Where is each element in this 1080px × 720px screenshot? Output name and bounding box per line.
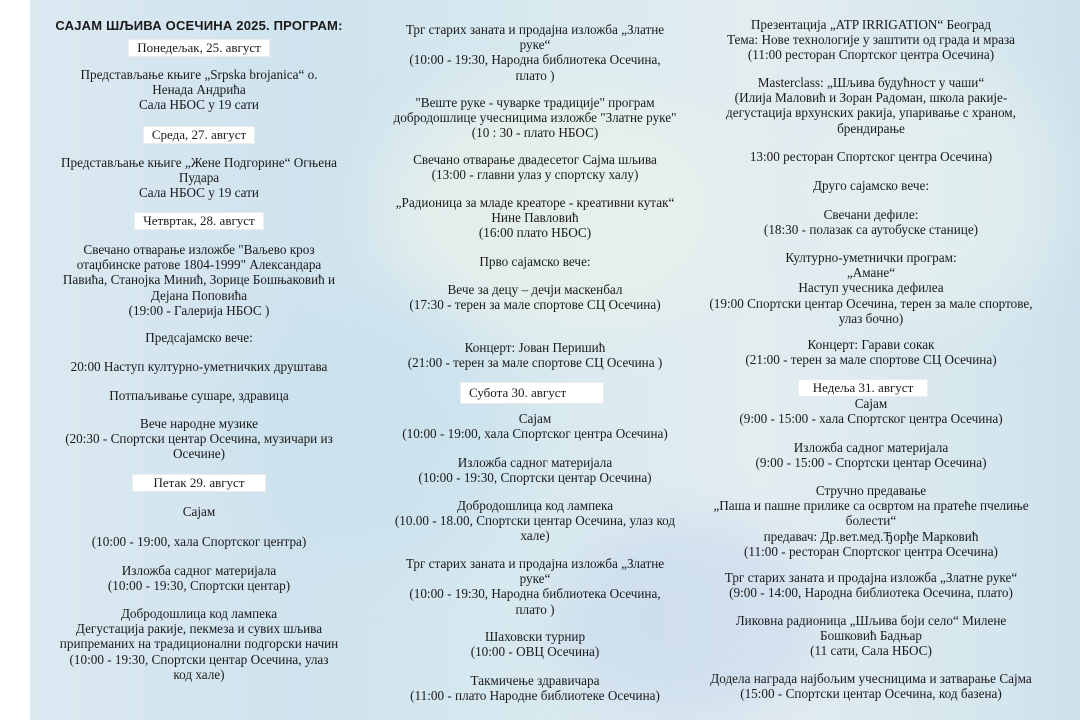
event-line: Павића, Станојка Минић, Зорице Бошњаковић и [62,272,336,288]
event-line: руке“ [519,37,551,53]
event-line: (15:00 - Спортски центар Осечина, код базена) [740,686,1002,702]
event-line: добродошлице учесницима изложбе "Златне руке" [393,110,677,126]
event-line: брендирање [837,120,905,136]
event-line: (16:00 плато НБОС) [478,225,592,241]
event-fair-opening [372,152,698,182]
event-line: Пудара [178,170,220,186]
event-line: Добродошлица код лампека [120,606,278,621]
event-seedling-exhibition [40,563,358,593]
event-line: Сала НБОС у 19 сати [138,185,259,201]
event-line: (10:00 - 19:00, хала Спортског центра Осечина) [402,426,668,442]
event-seedling-exhibition [372,455,698,485]
event-line: (10 : 30 - плато НБОС) [471,125,599,141]
event-fair [706,396,1036,426]
event-line: Представљање књиге „Жене Подгорине“ Огњена [60,155,337,170]
program-column-1 [40,0,358,720]
event-line: Сајам [182,504,216,519]
event-line: (10:00 - 19:00, хала Спортског центра) [91,534,307,549]
event-line: (21:00 - терен за мале спортове СЦ Осечина ) [407,355,663,371]
event-parade [706,207,1036,237]
event-line: (9:00 - 15:00 - Спортски центар Осечина) [755,455,987,471]
day-label-saturday-text: Субота 30. август [469,385,567,400]
event-line: Трг старих заната и продајна изложба „Златне [405,22,665,37]
event-line: Осечине) [172,446,226,462]
event-line: (11:00 - плато Народне библиотеке Осечина) [410,688,660,704]
day-label-sunday [798,379,928,397]
event-line: Masterclass: „Шљива будућност у чаши“ [757,75,985,90]
event-book-presentation-2 [40,155,358,201]
day-label-saturday [460,382,604,404]
event-line: код хале) [173,666,225,682]
event-line: (Илија Маловић и Зоран Радоман, школа ракије- [734,90,1008,106]
event-line: дегустација врхунских ракија, упаривање с храном, [726,105,1016,121]
event-kids-masquerade [372,282,698,312]
event-line: Стручно предавање [815,483,927,498]
event-line: (10:00 - 19:30, Спортски центар) [107,578,291,594]
event-line: (10:00 - 19:30, Спортски центар Осечина, улаз [69,651,329,667]
event-line: (11 сати, Сала НБОС) [810,643,932,659]
event-line: Изложба садног материјала [457,455,613,470]
event-line: Вече за децу – дечји маскенбал [447,282,623,297]
event-line: плато ) [515,601,555,617]
event-line: "Веште руке - чуваркe традиције" програм [415,95,655,110]
event-line: Изложба садног материјала [793,440,949,455]
event-crafts-square [706,570,1036,600]
event-line: Свечано отварање изложбе "Ваљево кроз [83,242,315,257]
section-heading: Прво сајамско вече: [479,254,591,269]
event-welcome-lampek [372,498,698,544]
event-line: Додела награда најбољим учесницима и затварање Сајма [710,671,1032,686]
event-crafts-square [372,556,698,617]
event-line: 13:00 ресторан Спортског центра Осечина) [749,149,993,164]
event-line: (13:00 - главни улаз у спортску халу) [431,167,639,183]
event-line: Представљање књиге „Srpska brojanica“ о. [80,67,318,82]
event-line: отаџбинске ратове 1804-1999" Александара [76,257,322,273]
event-line: Шаховски турнир [484,629,586,644]
event-line: Ликовна радионица „Шљива боји село“ Милене [735,613,1007,628]
event-line: Сајам [518,411,552,426]
event-line: „Амане“ [846,265,896,281]
event-line: (10:00 - ОВЦ Осечина) [470,644,600,660]
event-line: Дегустација ракије, пекмеза и сувих шљива [75,621,323,637]
event-fair [372,411,698,441]
event-folk-music [40,416,358,462]
event-line: (10:00 - 19:30, Народна библиотека Осечина, [409,586,661,602]
event-line: (21:00 - терен за мале спортове СЦ Осечина) [745,352,997,368]
day-label-sunday-text: Недеља 31. август [812,380,914,395]
day-label-thursday: Четвртак, 28. август [134,212,263,230]
event-line: руке“ [519,571,551,587]
event-line: „Радионица за младе креаторе - креативни кутак“ [395,195,675,210]
event-line: Ненада Андрића [152,82,246,98]
event-crafts-square [372,22,698,83]
event-expert-lecture [706,483,1036,559]
event-line: Добродошлица код лампека [456,498,614,513]
event-book-presentation [40,67,358,113]
day-label-wednesday: Среда, 27. август [143,126,255,144]
event-line: Бошковић Бадњар [820,628,922,644]
event-cultural-program [706,250,1036,326]
event-line: Свечано отварање двадесетог Сајма шљива [413,152,657,167]
event-chess-tournament [372,629,698,659]
event-toast-competition [372,673,698,703]
event-line: Трг старих заната и продајна изложба „Златне [405,556,665,571]
event-line: Презентација „ATP IRRIGATION“ Београд [750,17,992,32]
event-line: Концерт: Јован Перишић [464,340,606,355]
event-line: Такмичење здравичара [470,673,600,688]
event-exhibition-opening [40,242,358,318]
event-line: „Паша и пашне прилике са освртом на пратеће пчелиње [713,498,1029,514]
program-title: САЈАМ ШЉИВА ОСЕЧИНА 2025. ПРОГРАМ: [55,18,343,33]
event-line: (20:30 - Спортски центар Осечина, музичари из [65,431,333,447]
event-seedling-exhibition [706,440,1036,470]
event-concert-garavi-sokak [706,337,1036,367]
event-line: Нине Павловић [491,210,579,226]
event-line: (10:00 - 19:30, Народна библиотека Осечина, [409,52,661,68]
event-creative-workshop [372,195,698,241]
section-heading: Предсајамско вече: [145,330,253,345]
event-line: Дејана Поповића [150,287,248,303]
event-line: (9:00 - 14:00, Народна библиотека Осечина, плато) [729,585,1013,601]
event-line: Вече народне музике [140,416,258,431]
event-line: Тема: Нове технологије у заштити од града и мраза [726,32,1016,48]
day-label-friday: Петак 29. август [132,474,265,492]
event-line: плато ) [515,67,555,83]
event-line: (10:00 - 19:30, Спортски центар Осечина) [418,470,652,486]
event-line: (9:00 - 15:00 - хала Спортског центра Осечина) [739,411,1003,427]
program-column-3 [706,0,1036,720]
event-art-workshop [706,613,1036,659]
event-line: Сала НБОС у 19 сати [138,97,259,113]
event-line: улаз бочно) [838,310,904,326]
event-line: Наступ учесника дефилеа [798,280,944,296]
event-line: Потпаљивање сушаре, здравица [109,388,289,403]
event-line: (10.00 - 18.00, Спортски центар Осечина, улаз код [394,513,676,529]
event-line: (19:00 Спортски центар Осечина, терен за мале спортове, [709,295,1033,311]
event-line: (11:00 - ресторан Спортског центра Осечина) [744,543,998,559]
event-line: Трг старих заната и продајна изложба „Златне руке“ [724,570,1018,585]
event-line: Концерт: Гарави сокак [807,337,935,352]
event-line: Сајам [854,396,888,411]
event-line: (11:00 ресторан Спортског центра Осечина) [747,47,995,63]
event-line: предавач: Др.вет.мед.Ђорђе Марковић [763,528,979,544]
event-line: Културно-уметнички програм: [785,250,957,265]
event-concert-perisic [372,340,698,370]
section-heading: Друго сајамско вече: [812,178,929,193]
event-line: Свечани дефиле: [823,207,919,222]
event-line: припреманих на традиционални подгорски начин [59,636,339,652]
event-awards-closing [706,671,1036,701]
event-line: 20:00 Наступ културно-уметничких друштава [70,359,328,374]
event-welcome-lampek [40,606,358,682]
event-line: (19:00 - Галерија НБОС ) [128,302,270,318]
day-label-monday: Понедељак, 25. август [128,39,270,57]
program-column-2 [372,0,698,720]
event-line: (18:30 - полазак са аутобуске станице) [763,222,979,238]
event-line: хале) [520,528,550,544]
event-line: (17:30 - терен за мале спортове СЦ Осечина) [409,297,661,313]
event-line: Изложба садног материјала [121,563,277,578]
event-masterclass [706,75,1036,136]
event-atp-presentation [706,17,1036,63]
event-line: болести“ [845,513,897,529]
event-skilled-hands [372,95,698,141]
